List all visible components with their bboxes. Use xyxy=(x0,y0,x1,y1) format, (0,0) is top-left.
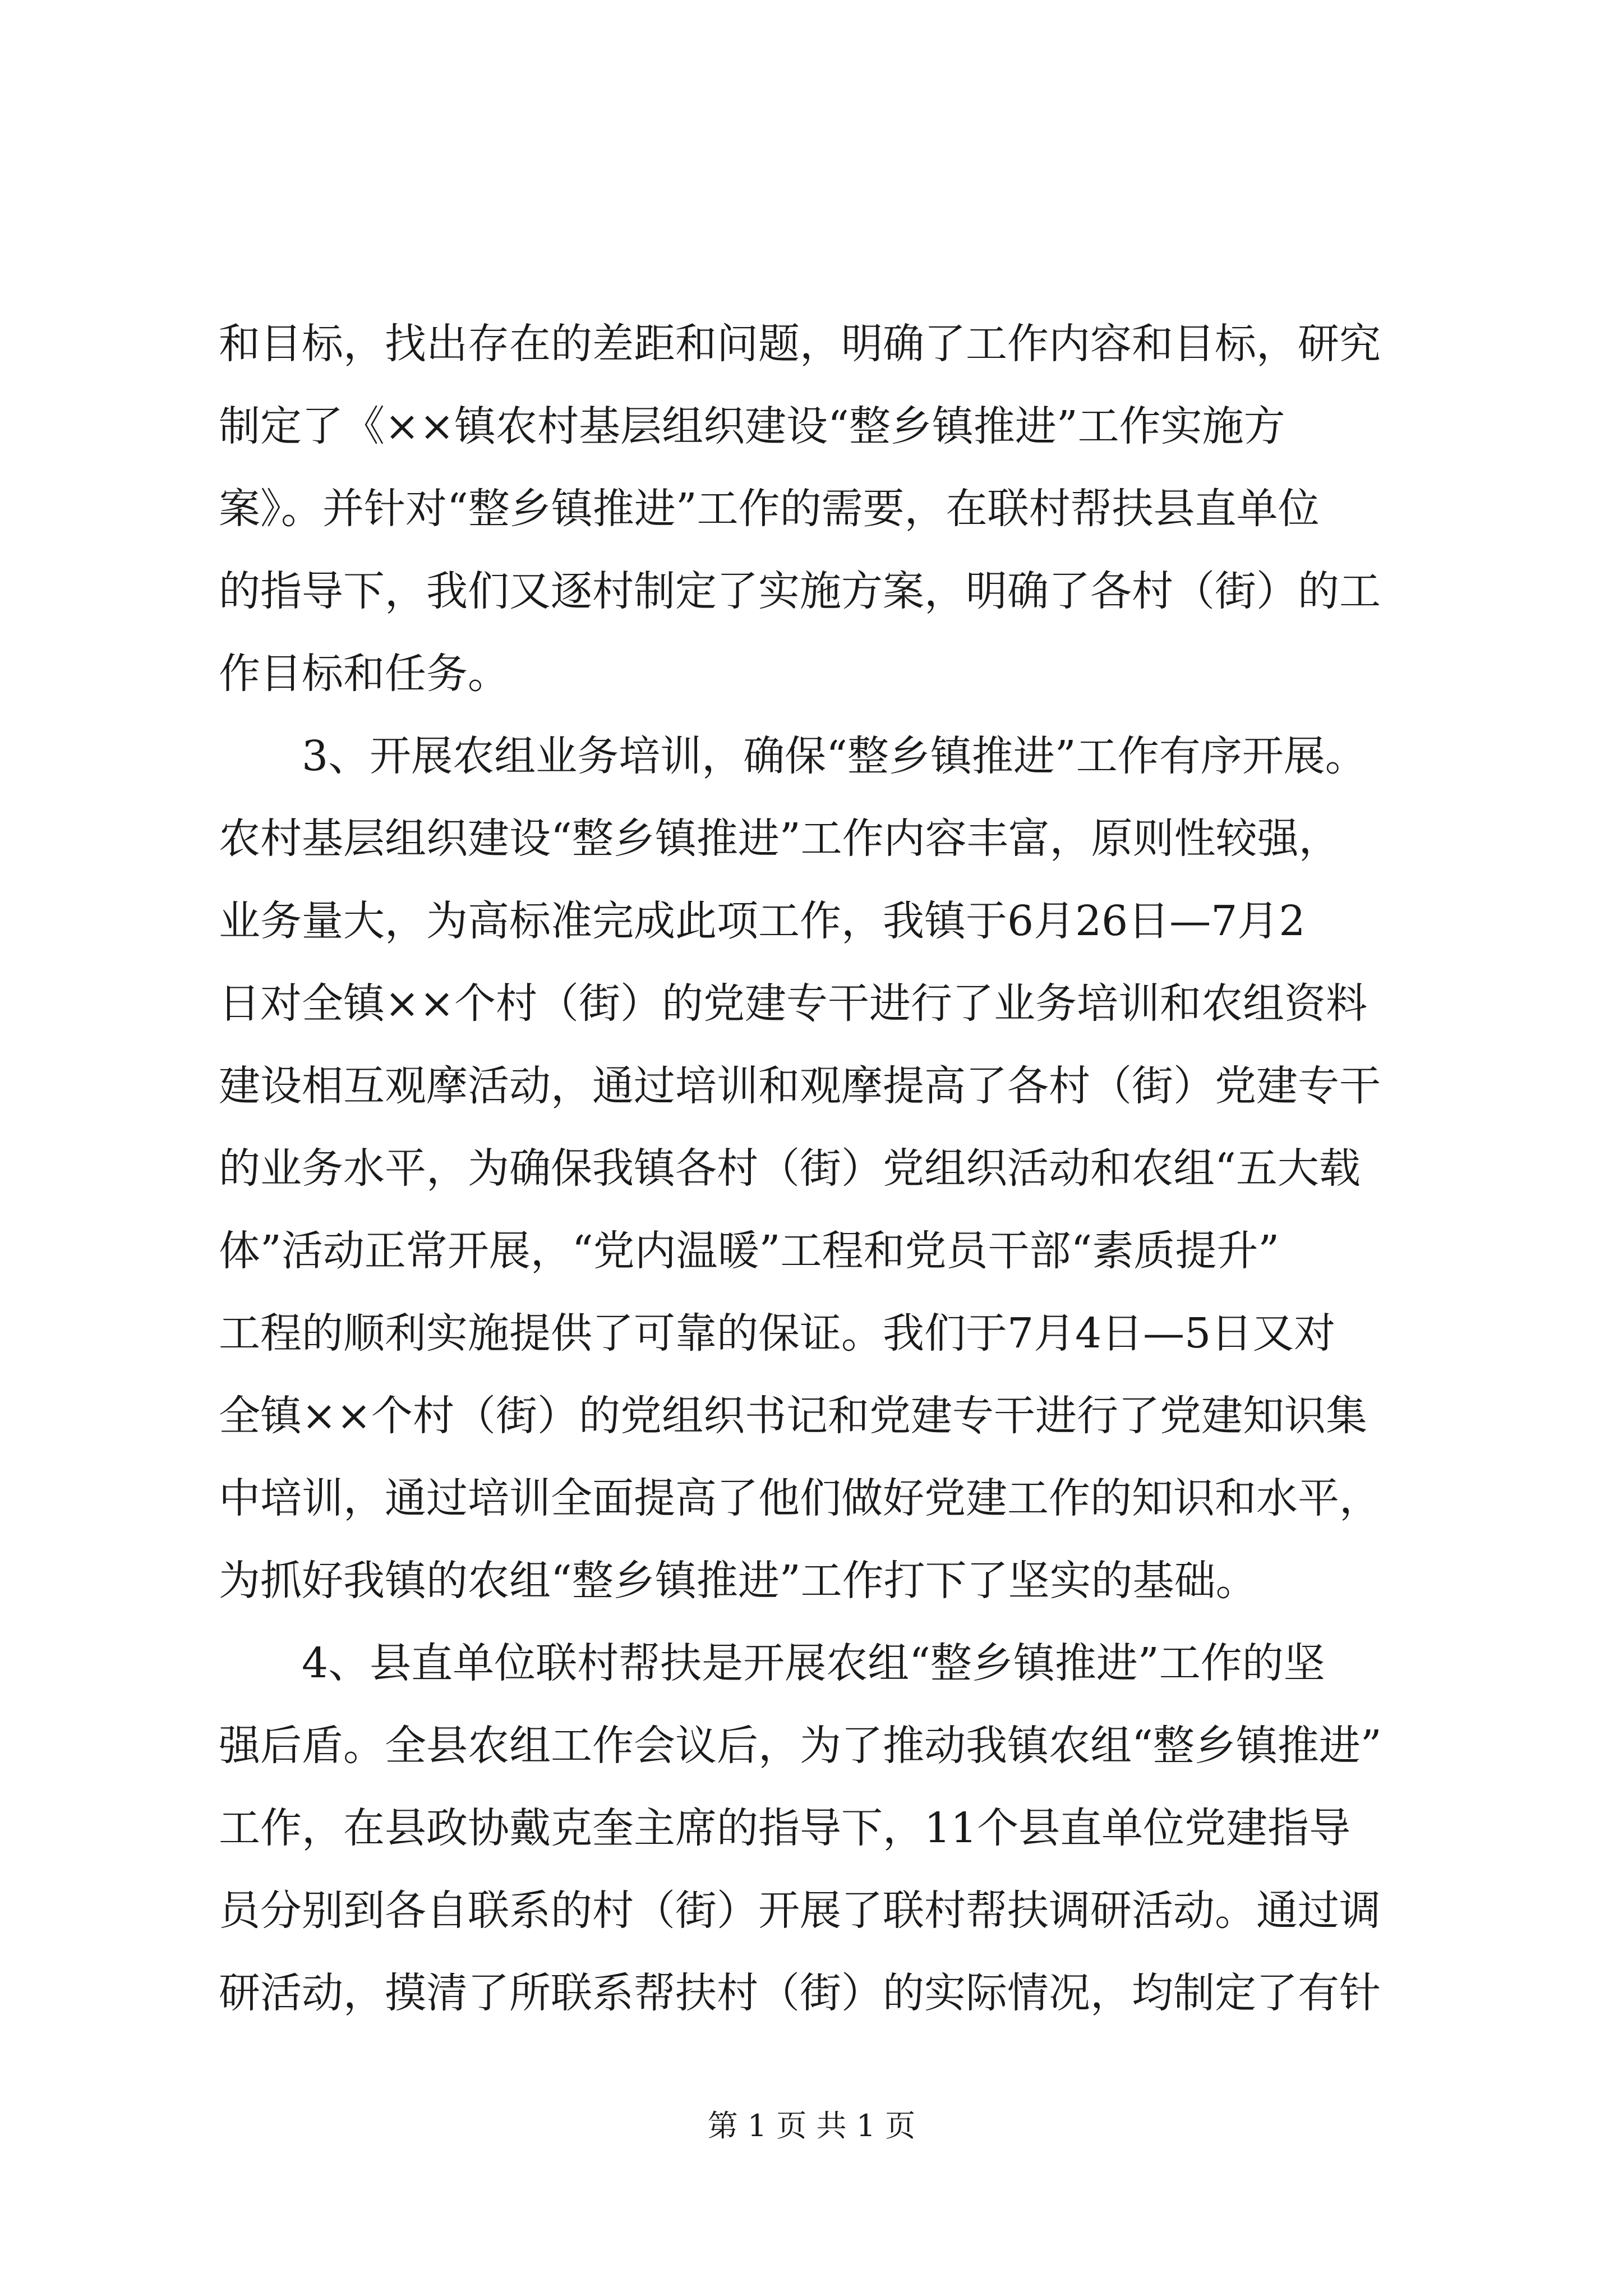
text-line: 研活动，摸清了所联系帮扶村（街）的实际情况，均制定了有针 xyxy=(219,1969,1381,2017)
text-line: 业务量大，为高标准完成此项工作，我镇于6月26日—7月2 xyxy=(219,897,1306,945)
page-number-footer: 第 1 页 共 1 页 xyxy=(707,2108,916,2143)
text-line: 体”活动正常开展，“党内温暖”工程和党员干部“素质提升” xyxy=(219,1227,1280,1275)
text-line: 的业务水平，为确保我镇各村（街）党组织活动和农组“五大载 xyxy=(219,1144,1361,1193)
text-line: 全镇××个村（街）的党组织书记和党建专干进行了党建知识集 xyxy=(219,1392,1368,1440)
text-line: 制定了《××镇农村基层组织建设“整乡镇推进”工作实施方 xyxy=(219,402,1285,450)
text-line: 中培训，通过培训全面提高了他们做好党建工作的知识和水平， xyxy=(219,1474,1381,1522)
document-body xyxy=(219,303,1430,2035)
text-line: 工作，在县政协戴克奎主席的指导下，11个县直单位党建指导 xyxy=(219,1804,1351,1852)
text-line: 农村基层组织建设“整乡镇推进”工作内容丰富，原则性较强， xyxy=(219,815,1340,863)
text-line: 作目标和任务。 xyxy=(219,650,509,698)
paragraph-3-heading-line: 3、开展农组业务培训，确保“整乡镇推进”工作有序开展。 xyxy=(219,732,1367,780)
paragraph-4-heading-line: 4、县直单位联村帮扶是开展农组“整乡镇推进”工作的坚 xyxy=(219,1639,1325,1687)
text-line: 工程的顺利实施提供了可靠的保证。我们于7月4日—5日又对 xyxy=(219,1309,1336,1358)
text-line: 和目标，找出存在的差距和问题，明确了工作内容和目标，研究 xyxy=(219,320,1381,368)
text-line: 建设相互观摩活动，通过培训和观摩提高了各村（街）党建专干 xyxy=(219,1062,1381,1110)
text-line: 的指导下，我们又逐村制定了实施方案，明确了各村（街）的工 xyxy=(219,567,1381,615)
text-line: 日对全镇××个村（街）的党建专干进行了业务培训和农组资料 xyxy=(219,979,1368,1028)
text-line: 强后盾。全县农组工作会议后，为了推动我镇农组“整乡镇推进” xyxy=(219,1722,1382,1770)
text-line: 案》。并针对“整乡镇推进”工作的需要，在联村帮扶县直单位 xyxy=(219,485,1320,533)
text-line: 员分别到各自联系的村（街）开展了联村帮扶调研活动。通过调 xyxy=(219,1887,1381,1935)
text-line: 为抓好我镇的农组“整乡镇推进”工作打下了坚实的基础。 xyxy=(219,1557,1257,1605)
